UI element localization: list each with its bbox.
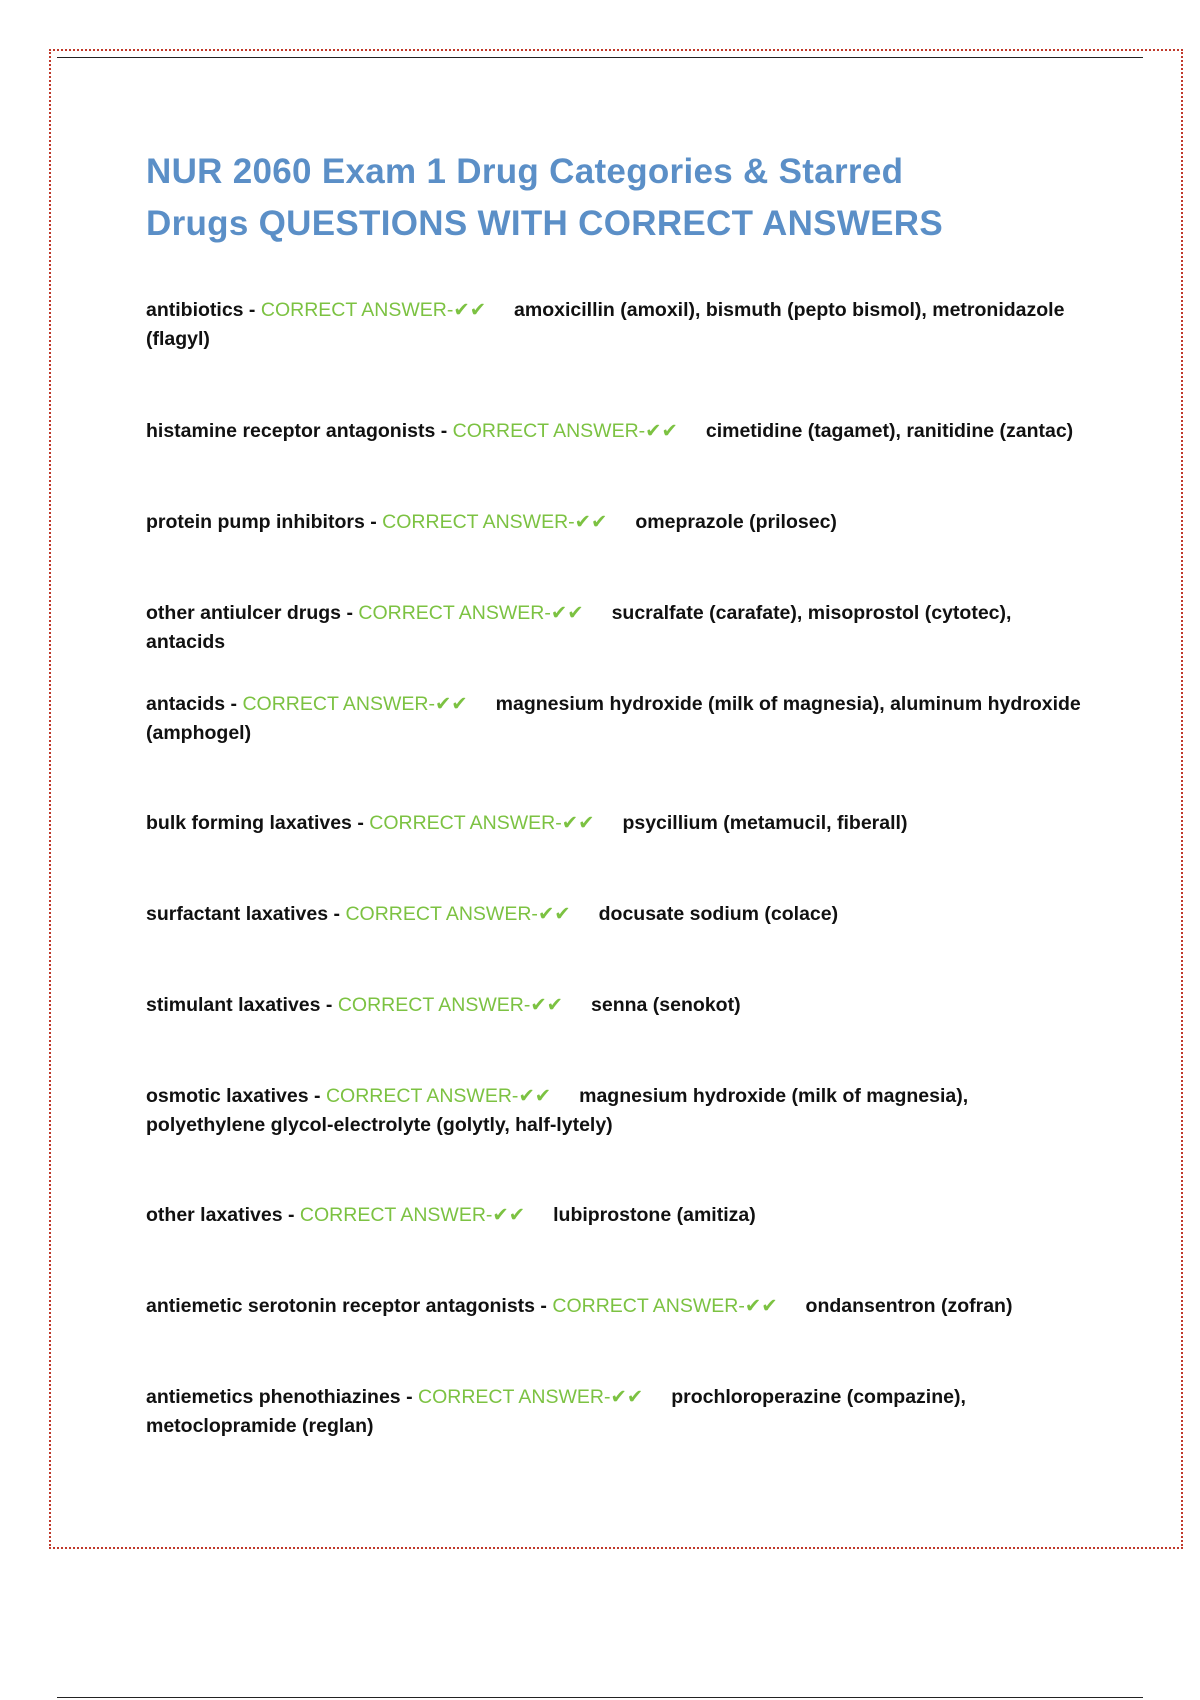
answer-text: amoxicillin (amoxil), bismuth (pepto bismol), metronidazole (flagyl) bbox=[146, 299, 1065, 350]
separator: - bbox=[351, 812, 370, 834]
qa-item bbox=[146, 1383, 1086, 1441]
qa-item bbox=[146, 690, 1086, 748]
separator: - bbox=[243, 299, 261, 321]
checkmark-icon: ✔✔ bbox=[574, 511, 608, 533]
checkmark-icon: ✔✔ bbox=[518, 1085, 552, 1107]
separator: - bbox=[341, 602, 359, 624]
correct-answer-label: CORRECT ANSWER- bbox=[358, 602, 551, 624]
separator: - bbox=[328, 903, 346, 925]
correct-answer-label: CORRECT ANSWER- bbox=[325, 1085, 519, 1107]
document-title bbox=[146, 146, 1106, 250]
answer-text: prochloroperazine (compazine), metoclopramide (reglan) bbox=[146, 1386, 966, 1437]
answer-text: omeprazole (prilosec) bbox=[635, 511, 837, 533]
question-text: bulk forming laxatives bbox=[146, 812, 352, 834]
title-line-1: NUR 2060 Exam 1 Drug Categories & Starred bbox=[146, 152, 904, 191]
checkmark-icon: ✔✔ bbox=[492, 1204, 526, 1226]
correct-answer-label: CORRECT ANSWER- bbox=[345, 903, 538, 925]
answer-text: magnesium hydroxide (milk of magnesia), polyethylene glycol-electrolyte (golytly, half-lytely) bbox=[146, 1085, 969, 1136]
question-text: antiemetics phenothiazines bbox=[146, 1386, 401, 1408]
separator: - bbox=[308, 1085, 326, 1107]
question-text: surfactant laxatives bbox=[146, 903, 329, 925]
answer-text: cimetidine (tagamet), ranitidine (zantac) bbox=[705, 420, 1074, 442]
checkmark-icon: ✔✔ bbox=[434, 693, 468, 715]
header-rule bbox=[57, 57, 1143, 58]
correct-answer-label: CORRECT ANSWER- bbox=[418, 1386, 611, 1408]
checkmark-icon: ✔✔ bbox=[550, 602, 584, 624]
answer-text: lubiprostone (amitiza) bbox=[553, 1204, 756, 1226]
correct-answer-label: CORRECT ANSWER- bbox=[382, 511, 575, 533]
question-text: antiemetic serotonin receptor antagonists bbox=[146, 1295, 536, 1317]
question-text: stimulant laxatives bbox=[146, 994, 321, 1016]
qa-item bbox=[146, 599, 1086, 657]
correct-answer-label: CORRECT ANSWER- bbox=[337, 994, 531, 1016]
qa-item bbox=[146, 1201, 1086, 1230]
question-text: antacids bbox=[146, 693, 226, 715]
separator: - bbox=[282, 1204, 300, 1226]
question-text: other antiulcer drugs bbox=[146, 602, 342, 624]
correct-answer-label: CORRECT ANSWER- bbox=[369, 812, 562, 834]
checkmark-icon: ✔✔ bbox=[530, 994, 564, 1016]
separator: - bbox=[225, 693, 243, 715]
answer-text: psycillium (metamucil, fiberall) bbox=[622, 812, 908, 834]
correct-answer-label: CORRECT ANSWER- bbox=[299, 1204, 493, 1226]
checkmark-icon: ✔✔ bbox=[645, 420, 678, 442]
checkmark-icon: ✔✔ bbox=[561, 812, 595, 834]
answer-text: ondansentron (zofran) bbox=[805, 1295, 1013, 1317]
separator: - bbox=[535, 1295, 553, 1317]
qa-item bbox=[146, 991, 1086, 1020]
answer-text: sucralfate (carafate), misoprostol (cytotec), antacids bbox=[146, 602, 1012, 653]
correct-answer-label: CORRECT ANSWER- bbox=[242, 693, 435, 715]
qa-item bbox=[146, 1292, 1086, 1321]
answer-text: senna (senokot) bbox=[591, 994, 741, 1016]
correct-answer-label: CORRECT ANSWER- bbox=[452, 420, 646, 442]
checkmark-icon: ✔✔ bbox=[744, 1295, 778, 1317]
checkmark-icon: ✔✔ bbox=[453, 299, 487, 321]
qa-item bbox=[146, 1082, 1086, 1140]
question-text: protein pump inhibitors bbox=[146, 511, 365, 533]
question-text: antibiotics bbox=[146, 299, 244, 321]
qa-item bbox=[146, 296, 1086, 354]
qa-item bbox=[146, 508, 1086, 537]
correct-answer-label: CORRECT ANSWER- bbox=[552, 1295, 745, 1317]
question-text: histamine receptor antagonists bbox=[146, 420, 436, 442]
separator: - bbox=[400, 1386, 418, 1408]
question-text: osmotic laxatives bbox=[146, 1085, 309, 1107]
separator: - bbox=[435, 420, 453, 442]
checkmark-icon: ✔✔ bbox=[610, 1386, 644, 1408]
qa-item bbox=[146, 809, 1086, 838]
answer-text: docusate sodium (colace) bbox=[598, 903, 839, 925]
title-line-2: Drugs QUESTIONS WITH CORRECT ANSWERS bbox=[146, 204, 944, 243]
checkmark-icon: ✔✔ bbox=[537, 903, 571, 925]
question-text: other laxatives bbox=[146, 1204, 283, 1226]
separator: - bbox=[364, 511, 383, 533]
correct-answer-label: CORRECT ANSWER- bbox=[260, 299, 454, 321]
footer-rule bbox=[57, 1697, 1143, 1698]
answer-text: magnesium hydroxide (milk of magnesia), aluminum hydroxide (amphogel) bbox=[146, 693, 1081, 744]
qa-item bbox=[146, 417, 1086, 446]
separator: - bbox=[320, 994, 338, 1016]
qa-item bbox=[146, 900, 1086, 929]
page-border bbox=[49, 49, 1183, 1549]
